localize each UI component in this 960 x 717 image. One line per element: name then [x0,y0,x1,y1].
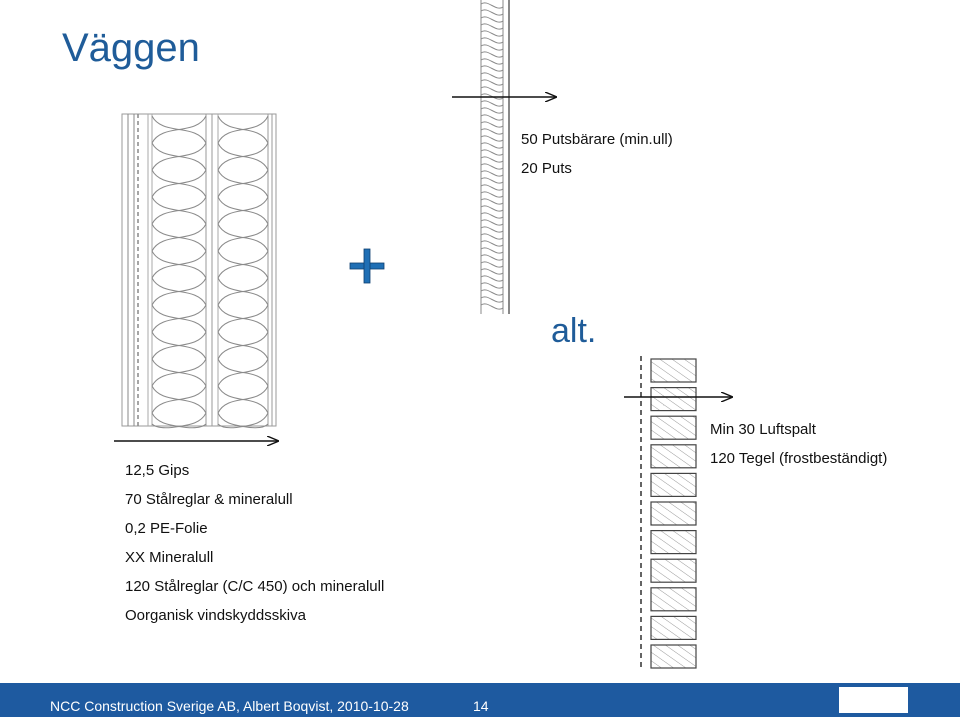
coil-loop [481,10,503,15]
coil-loop [481,304,503,309]
brick [651,502,696,525]
coil-loop [481,143,503,148]
brick-section [641,356,696,668]
coil-loop [481,234,503,239]
coil-loop [481,297,503,302]
wall-layer-3: 0,2 PE-Folie [125,520,208,537]
page-number: 14 [473,698,489,714]
coil-loop [481,220,503,225]
wall-layer-1: 12,5 Gips [125,462,190,479]
wall-layer-4: XX Mineralull [125,549,214,566]
coil-loop [481,206,503,211]
coil-loop [481,3,503,8]
footer-text: NCC Construction Sverige AB, Albert Boqvist, 2010-10-28 [50,698,409,714]
label-puts: 20 Puts [521,160,572,177]
coil-loop [481,101,503,106]
coil-loop [481,87,503,92]
brick [651,473,696,496]
coil-loop [481,262,503,267]
coil-loop [481,66,503,71]
coil-loop [481,185,503,190]
brick [651,531,696,554]
coil-loop [481,276,503,281]
coil-loop [481,17,503,22]
coil-loop [481,136,503,141]
coil-loop [481,171,503,176]
wall-section [122,114,276,428]
coil-loop [481,59,503,64]
coil-loop [481,45,503,50]
coil-loop [481,24,503,29]
coil-loop [481,52,503,57]
brick [651,388,696,411]
brick [651,445,696,468]
coil-loop [481,164,503,169]
logo-placeholder [839,687,908,713]
brick [651,588,696,611]
brick [651,559,696,582]
render-section [481,0,509,314]
coil-loop [481,192,503,197]
coil-loop [481,269,503,274]
coil-loop [481,290,503,295]
coil-loop [481,73,503,78]
coil-loop [481,227,503,232]
label-luftspalt: Min 30 Luftspalt [710,421,816,438]
label-tegel: 120 Tegel (frostbeständigt) [710,450,888,467]
wall-layer-6: Oorganisk vindskyddsskiva [125,607,306,624]
coil-loop [481,248,503,253]
coil-loop [481,255,503,260]
coil-loop [481,178,503,183]
coil-loop [481,283,503,288]
coil-loop [481,150,503,155]
alt-label: alt. [551,312,597,350]
coil-loop [481,129,503,134]
brick [651,645,696,668]
label-putsbarare: 50 Putsbärare (min.ull) [521,131,673,148]
coil-loop [481,38,503,43]
plus-icon [350,249,384,283]
coil-loop [481,213,503,218]
wall-layer-5: 120 Stålreglar (C/C 450) och mineralull [125,578,385,595]
coil-loop [481,241,503,246]
coil-loop [481,31,503,36]
coil-loop [481,80,503,85]
brick [651,359,696,382]
coil-loop [481,157,503,162]
brick [651,616,696,639]
wall-layer-2: 70 Stålreglar & mineralull [125,491,293,508]
brick [651,416,696,439]
coil-loop [481,115,503,120]
coil-loop [481,122,503,127]
page-title: Väggen [62,26,200,70]
coil-loop [481,108,503,113]
coil-loop [481,199,503,204]
